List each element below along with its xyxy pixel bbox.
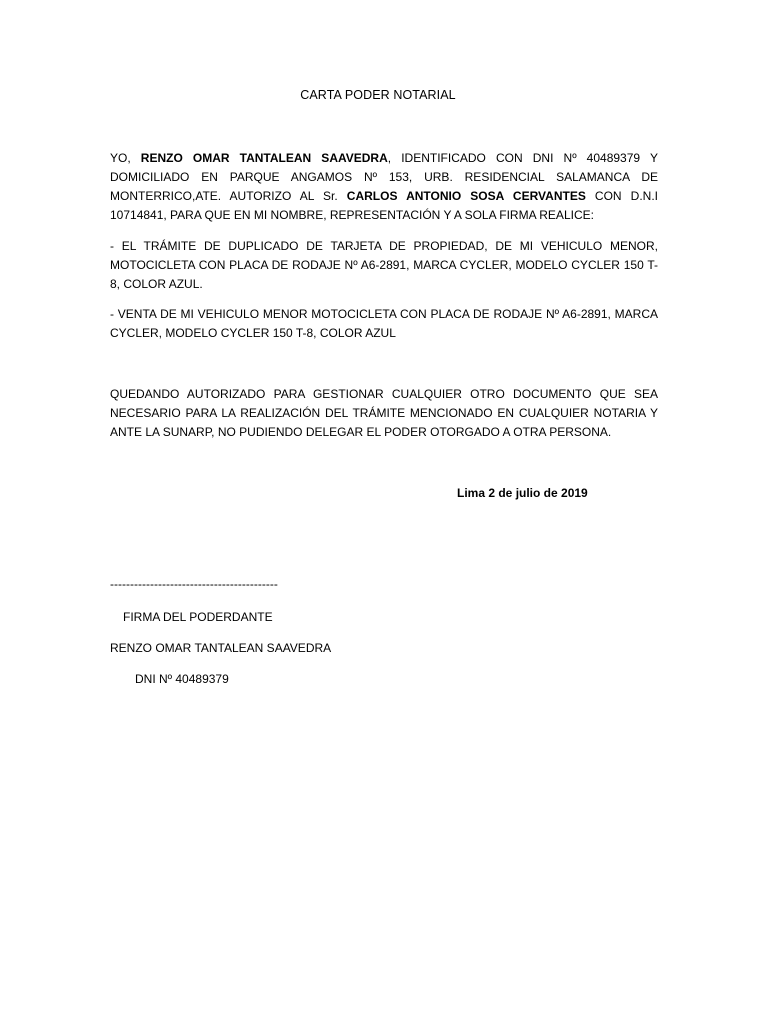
grantor-name: RENZO OMAR TANTALEAN SAAVEDRA [140, 151, 388, 165]
paragraph-vehicle-sale: - VENTA DE MI VEHICULO MENOR MOTOCICLETA CON PLACA DE RODAJE Nº A6-2891, MARCA CYCLER, MODELO CYCLER 150 T-8, COLOR AZUL [110, 307, 658, 340]
signatory-dni: DNI Nº 40489379 [135, 672, 229, 686]
paragraph-grantor-text-2: , IDENTIFICADO CON DNI Nº 40489379 Y DOMICILIADO EN PARQUE ANGAMOS Nº 153, URB. RESIDENCIAL SALAMANCA DE MONTERRICO,ATE. AUTORIZO AL Sr. [110, 151, 658, 203]
attorney-name: CARLOS ANTONIO SOSA CERVANTES [346, 189, 586, 203]
document-title: CARTA PODER NOTARIAL [300, 88, 456, 102]
document-date: Lima 2 de julio de 2019 [457, 486, 588, 500]
paragraph-authorization: QUEDANDO AUTORIZADO PARA GESTIONAR CUALQUIER OTRO DOCUMENTO QUE SEA NECESARIO PARA LA REALIZACIÓN DEL TRÁMITE MENCIONADO EN CUALQUIER NOTARIA Y ANTE LA SUNARP, NO PUDIENDO DELEGAR EL PODER OTORGADO A OTRA PERSONA. [110, 387, 658, 439]
paragraph-grantor [110, 149, 658, 225]
paragraph-duplicate-card: - EL TRÁMITE DE DUPLICADO DE TARJETA DE PROPIEDAD, DE MI VEHICULO MENOR, MOTOCICLETA CON PLACA DE RODAJE Nº A6-2891, MARCA CYCLER, MODELO CYCLER 150 T-8, COLOR AZUL. [110, 239, 658, 291]
paragraph-grantor-text-1: YO, [110, 151, 141, 165]
signatory-name: RENZO OMAR TANTALEAN SAAVEDRA [110, 641, 332, 655]
signature-label: FIRMA DEL PODERDANTE [123, 610, 273, 624]
paragraph-grantor-text-3: CON D.N.I 10714841, PARA QUE EN MI NOMBRE, REPRESENTACIÓN Y A SOLA FIRMA REALICE: [110, 189, 659, 222]
signature-line: ------------------------------------------ [110, 577, 278, 591]
